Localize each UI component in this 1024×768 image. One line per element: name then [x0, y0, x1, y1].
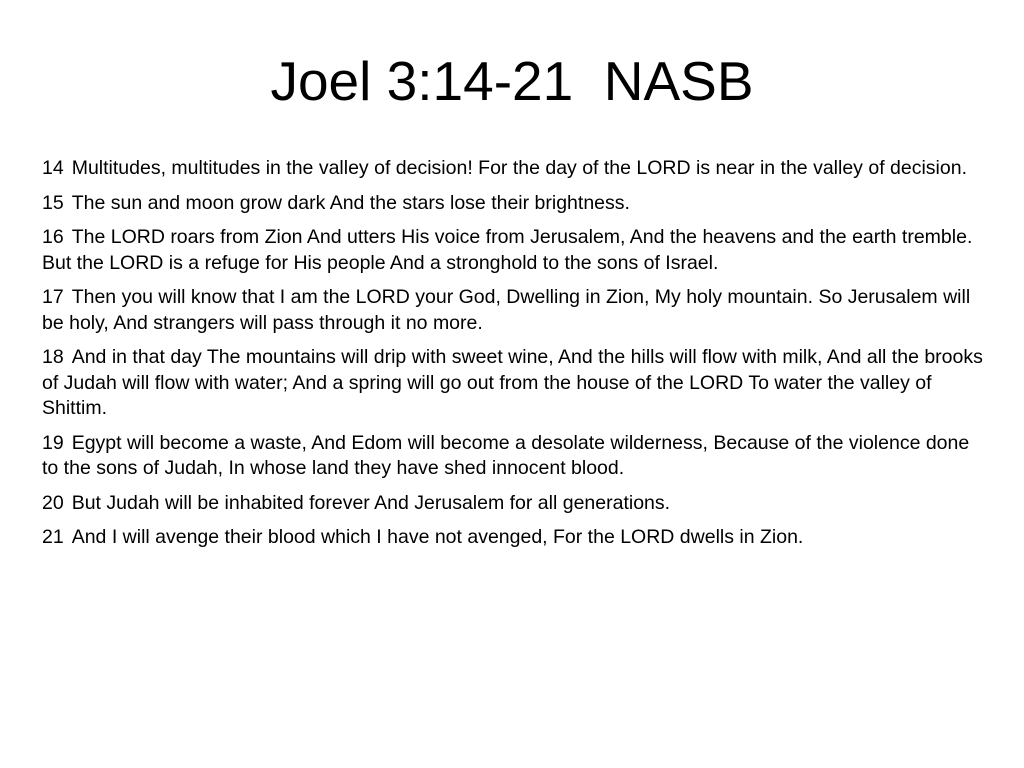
verse-20 — [42, 491, 990, 517]
verse-16 — [42, 225, 990, 276]
verse-18 — [42, 345, 990, 422]
verse-14 — [42, 156, 990, 182]
verse-text: Egypt will become a waste, And Edom will become a desolate wilderness, Because of the violence done to the sons of Judah, In whose land they have shed innocent blood. — [42, 431, 970, 479]
verse-21 — [42, 525, 990, 551]
verse-number: 15 — [42, 191, 64, 214]
verse-number: 21 — [42, 526, 64, 548]
verse-number: 17 — [42, 286, 64, 308]
verse-number: 19 — [42, 431, 64, 454]
verse-list — [42, 156, 990, 560]
verse-15 — [42, 191, 990, 217]
verse-number: 14 — [42, 157, 64, 179]
verse-text: And in that day The mountains will drip with sweet wine, And the hills will flow with milk, And all the brooks of Judah will flow with water; And a spring will go out from the house of the LORD To water the valley of Shittim. — [42, 346, 983, 419]
verse-number: 16 — [42, 226, 64, 248]
verse-number: 20 — [42, 491, 64, 514]
verse-text: The LORD roars from Zion And utters His voice from Jerusalem, And the heavens and the earth tremble. But the LORD is a refuge for His people And a stronghold to the sons of Israel. — [42, 226, 973, 274]
verse-text: The sun and moon grow dark And the stars lose their brightness. — [71, 191, 630, 214]
verse-number: 18 — [42, 346, 64, 368]
verse-text: Multitudes, multitudes in the valley of decision! For the day of the LORD is near in the valley of decision. — [71, 157, 967, 179]
verse-17 — [42, 285, 990, 336]
verse-text: And I will avenge their blood which I have not avenged, For the LORD dwells in Zion. — [71, 526, 804, 548]
verse-text: Then you will know that I am the LORD your God, Dwelling in Zion, My holy mountain. So Jerusalem will be holy, And strangers will pass through it no more. — [42, 286, 971, 334]
verse-text: But Judah will be inhabited forever And Jerusalem for all generations. — [71, 491, 671, 514]
slide-title: Joel 3:14-21 NASB — [270, 50, 754, 112]
verse-19 — [42, 431, 990, 482]
